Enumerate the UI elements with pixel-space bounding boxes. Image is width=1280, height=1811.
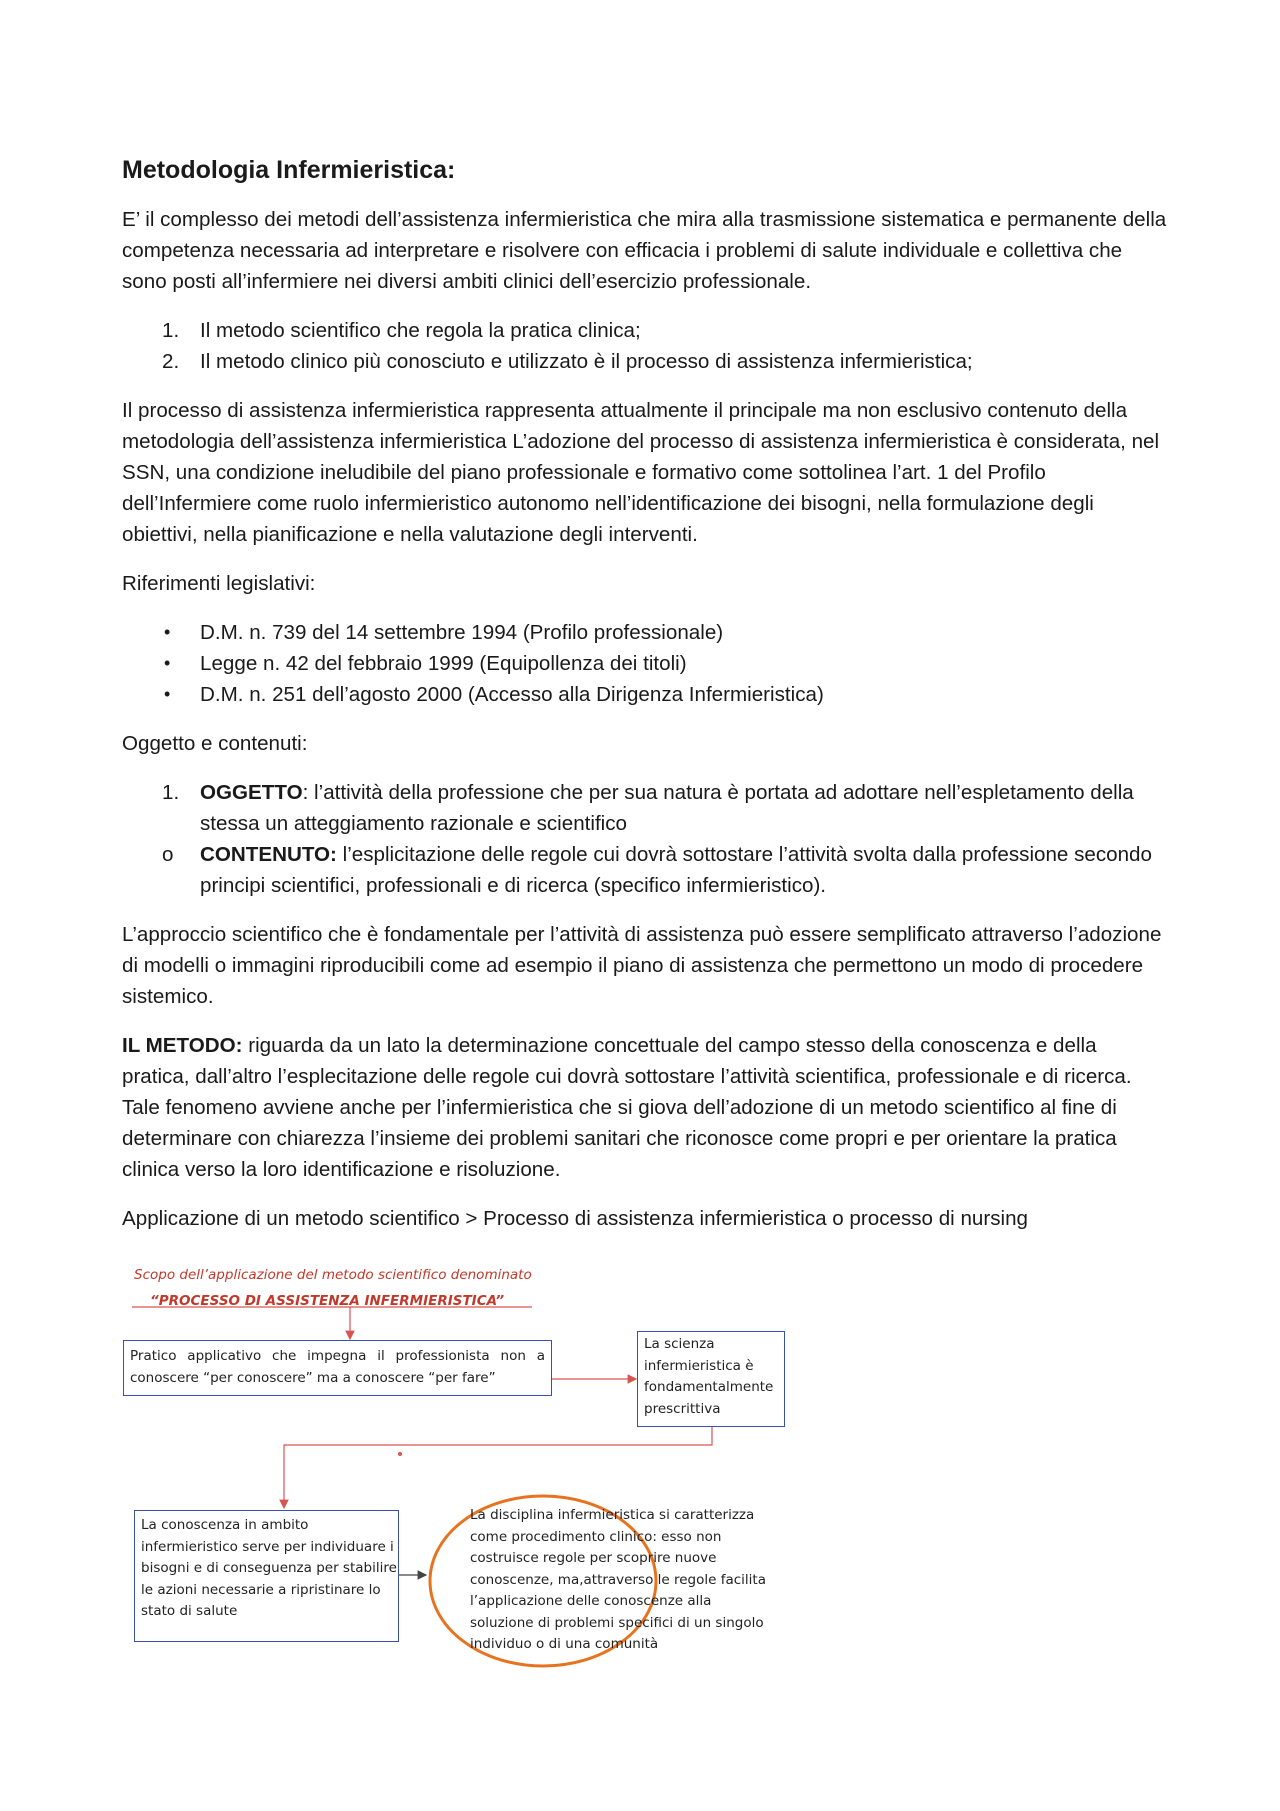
box-knowledge xyxy=(134,1510,399,1642)
list-marker: 2. xyxy=(162,350,180,373)
methods-list xyxy=(122,315,1167,377)
list-item xyxy=(122,777,1167,839)
list-item xyxy=(122,346,1167,377)
diagram-caption: Scopo dell’applicazione del metodo scientifico denominato xyxy=(134,1267,532,1283)
list-item xyxy=(122,648,1167,679)
list-item xyxy=(122,679,1167,710)
legislative-list xyxy=(122,617,1167,710)
list-marker: 1. xyxy=(162,319,180,342)
method-paragraph xyxy=(122,1030,1167,1185)
object-heading: Oggetto e contenuti: xyxy=(122,732,308,755)
method-text: riguarda da un lato la determinazione concettuale del campo stesso della conoscenza e della pratica, dall’altro l’esplecitazione delle regole cui dovrà sottostare l’attività scientifica, professionale e di ricerca. Tale fenomeno avviene anche per l’infermieristica che si giova dell’adozione di un metodo scientifico al fine di determinare con chiarezza l’insieme dei problemi sanitari che riconosce come propri e per orientare la pratica clinica verso la loro identificazione e risoluzione. xyxy=(122,1034,1132,1181)
list-item-text: Il metodo scientifico che regola la pratica clinica; xyxy=(200,319,641,342)
list-item xyxy=(122,839,1167,901)
approach-paragraph: L’approccio scientifico che è fondamentale per l’attività di assistenza può essere semplificato attraverso l’adozione di modelli o immagini riproducibili come ad esempio il piano di assistenza che permettono un modo di procedere sistemico. xyxy=(122,923,1162,1008)
list-item-text: Legge n. 42 del febbraio 1999 (Equipollenza dei titoli) xyxy=(200,652,687,675)
list-marker: 1. xyxy=(162,781,180,804)
arrow-box2-to-box3 xyxy=(284,1427,712,1508)
ellipse-text: La disciplina infermieristica si caratterizza come procedimento clinico: esso non costruisce regole per scoprire nuove conoscenze, ma,attraverso le regole facilita l’applicazione delle conoscenze alla soluzione di problemi specifici di un singolo individuo o di una comunità xyxy=(470,1507,766,1652)
list-item-text: : l’attività della professione che per sua natura è portata ad adottare nell’espletamento della stessa un atteggiamento razionale e scientifico xyxy=(200,781,1134,835)
document-page xyxy=(122,150,1167,1252)
list-item-text: D.M. n. 251 dell’agosto 2000 (Accesso alla Dirigenza Infermieristica) xyxy=(200,683,824,706)
dot-marker xyxy=(398,1452,402,1456)
page-title: Metodologia Infermieristica: xyxy=(122,156,456,184)
diagram-process-name: “PROCESSO DI ASSISTENZA INFERMIERISTICA” xyxy=(150,1293,505,1309)
list-item-text: l’esplicitazione delle regole cui dovrà sottostare l’attività svolta dalla professione secondo principi scientifici, professionali e di ricerca (specifico infermieristico). xyxy=(200,843,1152,897)
bullet-marker: • xyxy=(164,653,171,673)
item-label: CONTENUTO: xyxy=(200,843,337,866)
item-label: OGGETTO xyxy=(200,781,303,804)
object-list xyxy=(122,777,1167,901)
list-item xyxy=(122,617,1167,648)
process-diagram xyxy=(122,1265,802,1705)
box-prescriptive xyxy=(637,1331,785,1427)
box-practical xyxy=(123,1340,552,1396)
process-paragraph: Il processo di assistenza infermieristica rappresenta attualmente il principale ma non esclusivo contenuto della metodologia dell’assistenza infermieristica L’adozione del processo di assistenza infermieristica è considerata, nel SSN, una condizione ineludibile del piano professionale e formativo come sottolinea l’art. 1 del Profilo dell’Infermiere come ruolo infermieristico autonomo nell’identificazione dei bisogni, nella formulazione degli obiettivi, nella pianificazione e nella valutazione degli interventi. xyxy=(122,399,1160,546)
intro-paragraph: E’ il complesso dei metodi dell’assistenza infermieristica che mira alla trasmissione sistematica e permanente della competenza necessaria ad interpretare e risolvere con efficacia i problemi di salute individuale e collettiva che sono posti all’infermiere nei diversi ambiti clinici dell’esercizio professionale. xyxy=(122,208,1167,293)
method-label: IL METODO: xyxy=(122,1034,243,1057)
bullet-marker: • xyxy=(164,684,171,704)
bullet-marker: • xyxy=(164,622,171,642)
list-item-text: D.M. n. 739 del 14 settembre 1994 (Profilo professionale) xyxy=(200,621,724,644)
box-knowledge-text: La conoscenza in ambito infermieristico serve per individuare i bisogni e di conseguenza per stabilire le azioni necessarie a ripristinare lo stato di salute xyxy=(141,1517,397,1619)
list-marker: o xyxy=(162,843,174,866)
list-item xyxy=(122,315,1167,346)
application-line: Applicazione di un metodo scientifico > Processo di assistenza infermieristica o processo di nursing xyxy=(122,1207,1029,1230)
list-item-text: Il metodo clinico più conosciuto e utilizzato è il processo di assistenza infermieristica; xyxy=(200,350,973,373)
legislative-heading: Riferimenti legislativi: xyxy=(122,572,316,595)
box-prescriptive-text: La scienza infermieristica è fondamentalmente prescrittiva xyxy=(644,1336,774,1417)
box-practical-text: Pratico applicativo che impegna il professionista non a conoscere “per conoscere” ma a conoscere “per fare” xyxy=(130,1348,545,1386)
